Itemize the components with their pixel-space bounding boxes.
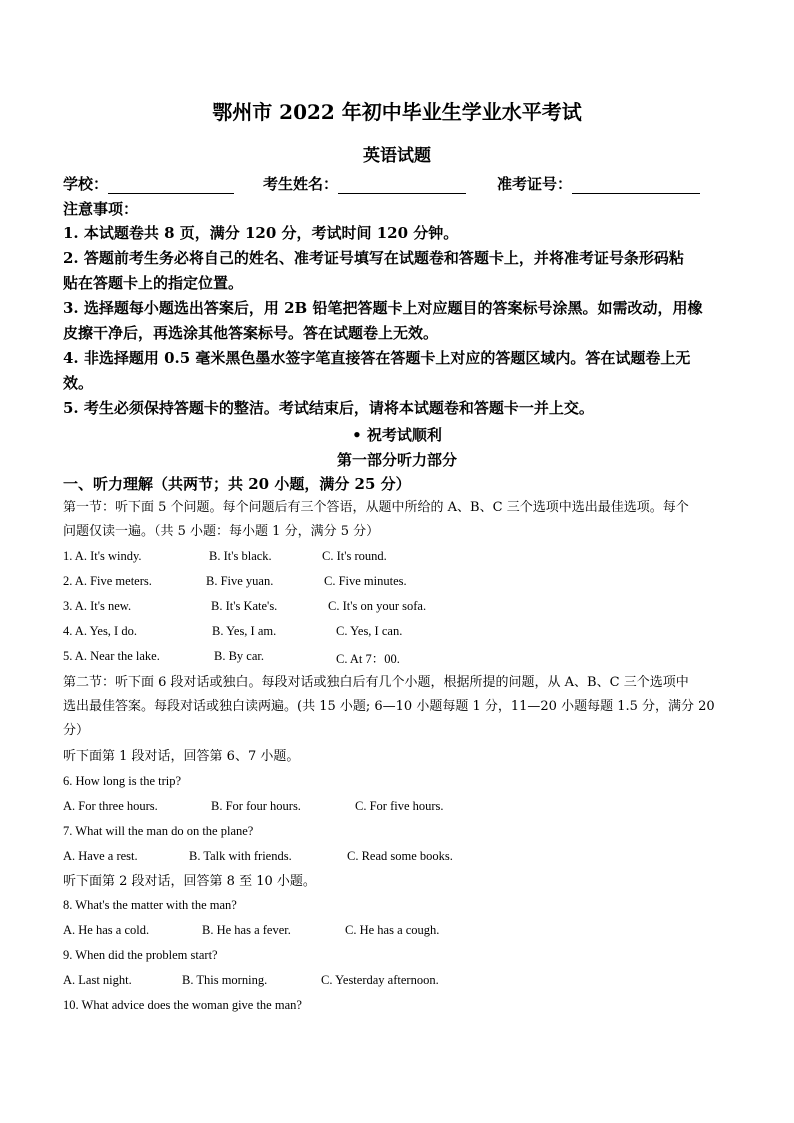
notice-line: 皮擦干净后，再选涂其他答案标号。答在试题卷上无效。: [63, 324, 439, 342]
question-6-option-a: A. For three hours.: [63, 799, 158, 813]
question-6-option-b: B. For four hours.: [211, 799, 301, 813]
question-5-option-a: 5. A. Near the lake.: [63, 649, 160, 663]
school-blank: [108, 177, 234, 194]
section1-intro: 第一节：听下面 5 个问题。每个问题后有三个答语，从题中所给的 A、B、C 三个选项中选出最佳选项。每个: [63, 500, 689, 515]
section-heading: 一、听力理解（共两节；共 20 小题，满分 25 分）: [63, 475, 411, 493]
dialogue-1-instruction: 听下面第 1 段对话，回答第 6、7 小题。: [63, 749, 300, 764]
question-5-option-c: C. At 7：00.: [336, 652, 400, 666]
question-4-option-a: 4. A. Yes, I do.: [63, 624, 137, 638]
question-10-stem: 10. What advice does the woman give the man?: [63, 998, 302, 1012]
exam-main-title: 鄂州市 2022 年初中毕业生学业水平考试: [212, 100, 582, 124]
section2-intro: 第二节：听下面 6 段对话或独白。每段对话或独白后有几个小题，根据所提的问题，从 A、B、C 三个选项中: [63, 675, 689, 690]
question-3-option-c: C. It's on your sofa.: [328, 599, 427, 613]
question-4-option-b: B. Yes, I am.: [212, 624, 277, 638]
question-7-option-b: B. Talk with friends.: [189, 849, 292, 863]
name-blank: [338, 177, 466, 194]
question-1-option-b: B. It's black.: [209, 549, 272, 563]
id-blank: [572, 177, 700, 194]
question-1-option-a: 1. A. It's windy.: [63, 549, 142, 563]
question-9-option-a: A. Last night.: [63, 973, 132, 987]
notice-line: 3. 选择题每小题选出答案后，用 2B 铅笔把答题卡上对应题目的答案标号涂黑。如需改动，用橡: [63, 299, 703, 317]
exam-sub-title: 英语试题: [363, 146, 431, 166]
part-title: 第一部分听力部分: [336, 451, 457, 469]
section2-intro: 分）: [63, 723, 90, 738]
blessing-text: • 祝考试顺利: [352, 426, 442, 444]
id-field: [497, 173, 700, 194]
section1-intro: 问题仅读一遍。（共 5 小题：每小题 1 分，满分 5 分）: [63, 524, 380, 539]
question-6-stem: 6. How long is the trip?: [63, 774, 182, 788]
school-field: [63, 173, 234, 194]
question-9-option-b: B. This morning.: [182, 973, 268, 987]
question-7-option-c: C. Read some books.: [347, 849, 453, 863]
notice-line: 5. 考生必须保持答题卡的整洁。考试结束后，请将本试题卷和答题卡一并上交。: [63, 399, 594, 417]
notice-line: 1. 本试题卷共 8 页，满分 120 分，考试时间 120 分钟。: [63, 224, 459, 242]
question-8-option-c: C. He has a cough.: [345, 923, 440, 937]
question-2-option-b: B. Five yuan.: [206, 574, 274, 588]
id-label: 准考证号：: [497, 175, 573, 193]
question-8-stem: 8. What's the matter with the man?: [63, 898, 237, 912]
question-8-option-a: A. He has a cold.: [63, 923, 150, 937]
question-3-option-a: 3. A. It's new.: [63, 599, 132, 613]
dialogue-2-instruction: 听下面第 2 段对话，回答第 8 至 10 小题。: [63, 874, 316, 889]
section2-intro: 选出最佳答案。每段对话或独白读两遍。(共 15 小题; 6—10 小题每题 1 分，11—20 小题每题 1.5 分，满分 20: [63, 699, 715, 714]
question-2-option-c: C. Five minutes.: [324, 574, 407, 588]
name-label: 考生姓名：: [263, 175, 339, 193]
question-4-option-c: C. Yes, I can.: [336, 624, 403, 638]
question-6-option-c: C. For five hours.: [355, 799, 444, 813]
question-1-option-c: C. It's round.: [322, 549, 387, 563]
question-7-stem: 7. What will the man do on the plane?: [63, 824, 254, 838]
notice-line: 贴在答题卡上的指定位置。: [63, 274, 244, 292]
school-label: 学校：: [63, 175, 109, 193]
notice-heading: 注意事项：: [63, 200, 139, 218]
question-7-option-a: A. Have a rest.: [63, 849, 138, 863]
notice-line: 2. 答题前考生务必将自己的姓名、准考证号填写在试题卷和答题卡上，并将准考证号条形码粘: [63, 249, 684, 267]
question-9-stem: 9. When did the problem start?: [63, 948, 218, 962]
notice-line: 效。: [63, 374, 94, 392]
question-3-option-b: B. It's Kate's.: [211, 599, 278, 613]
question-5-option-b: B. By car.: [214, 649, 264, 663]
question-8-option-b: B. He has a fever.: [202, 923, 291, 937]
name-field: [263, 173, 466, 194]
question-9-option-c: C. Yesterday afternoon.: [321, 973, 439, 987]
notice-line: 4. 非选择题用 0.5 毫米黑色墨水签字笔直接答在答题卡上对应的答题区域内。答在试题卷上无: [63, 349, 691, 367]
question-2-option-a: 2. A. Five meters.: [63, 574, 152, 588]
